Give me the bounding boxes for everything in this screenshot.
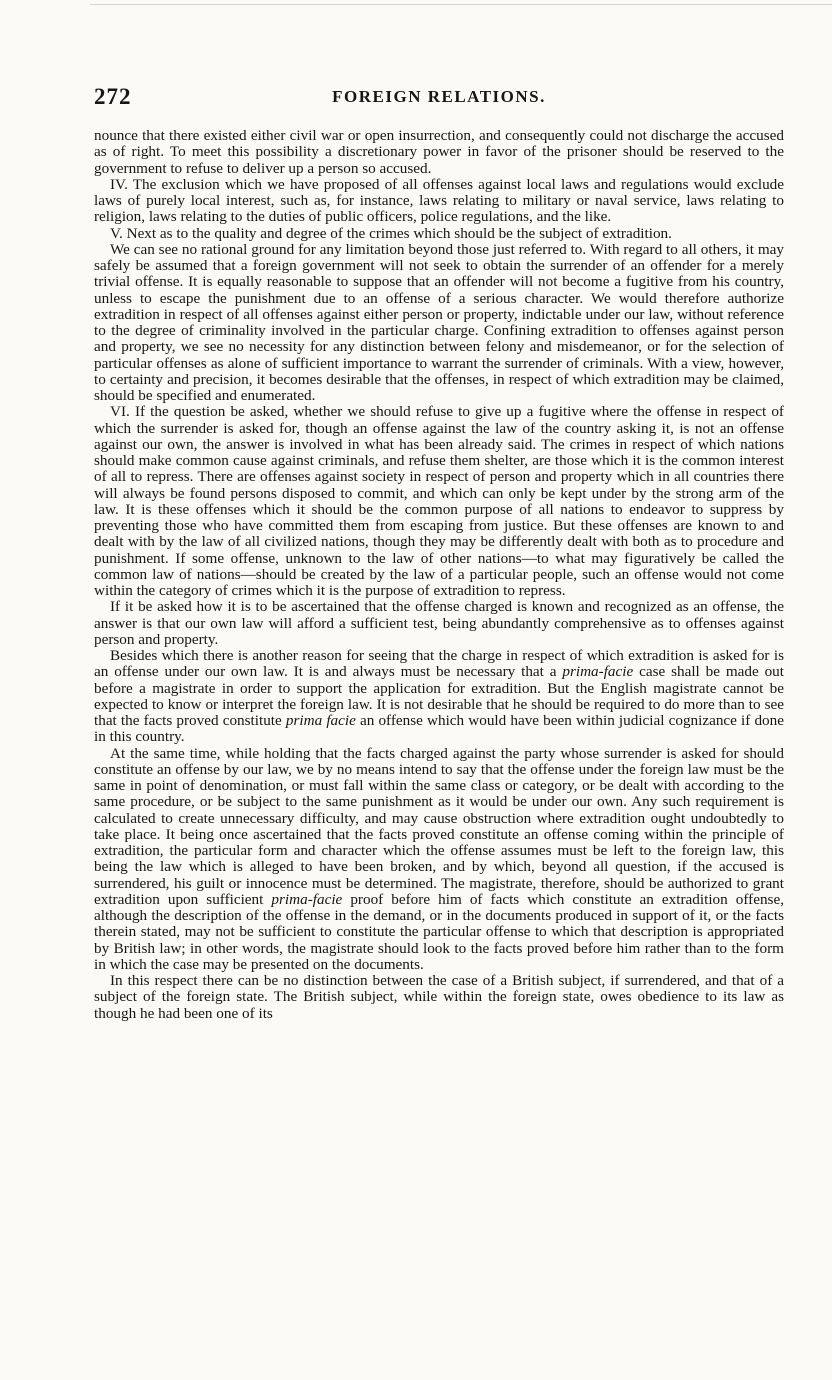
paragraph: nounce that there existed either civil war or open insurrection, and consequently could not discharge the accused as of right. To meet this possibility a discretionary power in favor of the prisoner should be reserved to the government to refuse to deliver up a person so accused. [94, 127, 784, 177]
paragraph: IV. The exclusion which we have proposed of all offenses against local laws and regulations would exclude laws of purely local interest, such as, for instance, laws relating to military or naval service, laws relating to religion, laws relating to the duties of public officers, police regulations, and the like. [94, 175, 784, 226]
paragraph: V. Next as to the quality and degree of the crimes which should be the subject of extradition. [110, 224, 672, 242]
paragraph: We can see no rational ground for any limitation beyond those just referred to. With regard to all others, it may safely be assumed that a foreign government will not seek to obtain the surrender of an offender for a merely trivial offense. It is equally reasonable to suppose that an offender will not become a fugitive from his country, unless to escape the punishment due to an offense of a serious character. We would therefore authorize extradition in respect of all offenses against either person or property, indictable under our law, without reference to the degree of criminality involved in the particular charge. Confining extradition to offenses against person and property, we see no necessity for any distinction between felony and misdemeanor, or for the selection of particular offenses as alone of sufficient importance to warrant the surrender of criminals. With a view, however, to certainty and precision, it becomes desirable that the offenses, in respect of which extradition may be claimed, should be specified and enumerated. [94, 240, 784, 404]
paragraph: VI. If the question be asked, whether we should refuse to give up a fugitive where the offense in respect of which the surrender is asked for, though an offense against the law of the country asking it, is not an offense against our own, the answer is involved in what has been already said. The crimes in respect of which nations should make common cause against criminals, and refuse them shelter, are those which it is the common interest of all to repress. There are offenses against society in respect of person and property which in all countries there will always be found persons disposed to commit, and which can only be kept under by the strong arm of the law. It is these offenses which it should be the common purpose of all nations to endeavor to suppress by preventing those who have committed them from escaping from justice. But these offenses are known to and dealt with by the law of all civilized nations, though they may be differently dealt with both as to procedure and punishment. If some offense, unknown to the law of other nations—to what may figuratively be called the common law of nations—should be created by the law of a particular people, such an offense would not come within the category of crimes which it is the purpose of extradition to repress. [94, 403, 784, 599]
page-body [94, 128, 784, 1022]
paragraph: Besides which there is another reason for seeing that the charge in respect of which extradition is asked for is an offense under our own law. It is and always must be necessary that a prima-facie case shall be made out before a magistrate in order to support the application for extradition. But the English magistrate cannot be expected to know or interpret the foreign law. It is not desirable that he should be required to do more than to see that the facts proved constitute prima facie an offense which would have been within judicial cognizance if done in this country. [94, 647, 784, 746]
page-number: 272 [94, 84, 132, 109]
paragraph: In this respect there can be no distinction between the case of a British subject, if surrendered, and that of a subject of the foreign state. The British subject, while within the foreign state, owes obedience to its law as though he had been one of its [94, 972, 784, 1022]
paragraph: If it be asked how it is to be ascertained that the offense charged is known and recognized as an offense, the answer is that our own law will afford a sufficient test, being abundantly comprehensive as to offenses against person and property. [94, 598, 784, 648]
scan-edge-line [90, 4, 832, 5]
running-title: FOREIGN RELATIONS. [332, 87, 546, 106]
paragraph: At the same time, while holding that the facts charged against the party whose surrender is asked for should constitute an offense by our law, we by no means intend to say that the offense under the foreign law must be the same in point of denomination, or must fall within the same class or category, or be dealt with according to the same procedure, or be subject to the same punishment as it would be under our own. Any such requirement is calculated to create unnecessary difficulty, and may cause obstruction where extradition ought undoubtedly to take place. It being once ascertained that the facts proved constitute an offense coming within the principle of extradition, the particular form and character which the offense assumes must be left to the foreign law, this being the law which is alleged to have been broken, and by which, beyond all question, if the accused is surrendered, his guilt or innocence must be determined. The magistrate, therefore, should be authorized to grant extradition upon sufficient prima-facie proof before him of facts which constitute an extradition offense, although the description of the offense in the demand, or in the documents produced in support of it, or the facts therein stated, may not be sufficient to constitute the particular offense to which that description is appropriated by British law; in other words, the magistrate should look to the facts proved before him rather than to the form in which the case may be presented on the documents. [94, 744, 784, 973]
page-header [94, 84, 784, 110]
